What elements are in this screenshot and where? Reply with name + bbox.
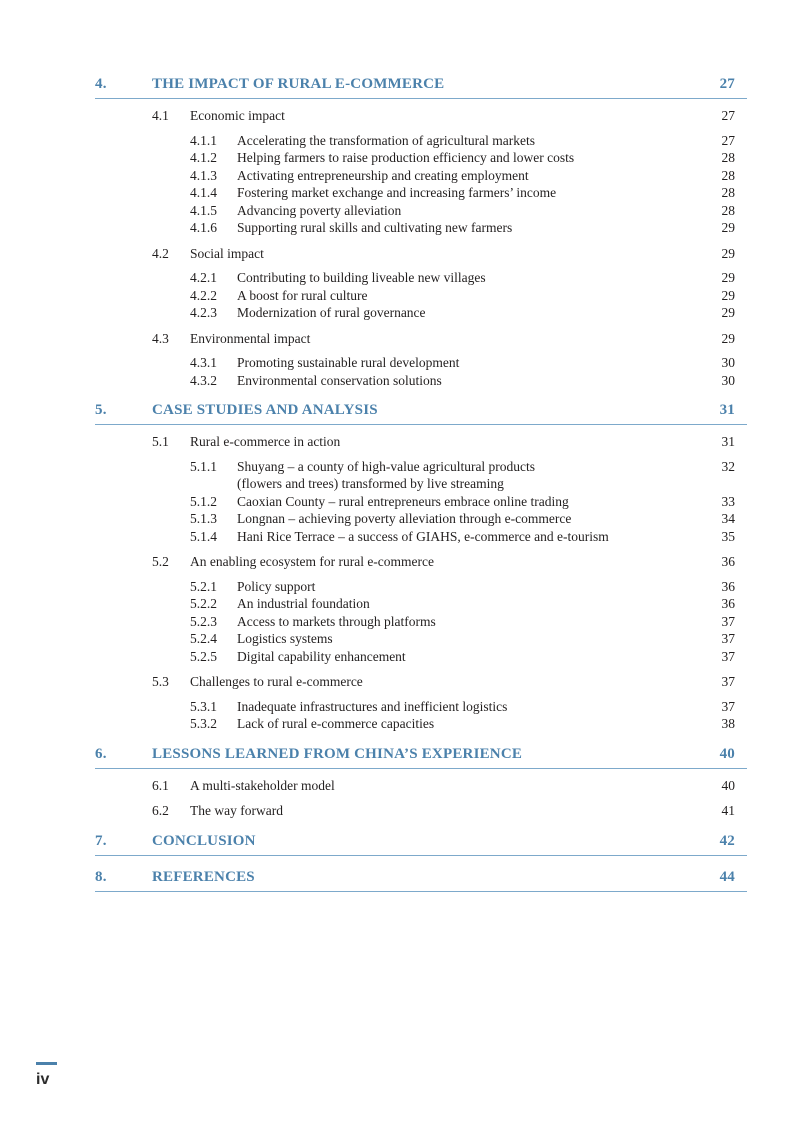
subsection-title-line: Lack of rural e-commerce capacities [237, 716, 435, 731]
subsection-title [237, 528, 722, 546]
subsection-number: 4.1.5 [190, 202, 217, 218]
toc-section-entry[interactable] [95, 673, 735, 691]
toc-section [95, 330, 735, 390]
section-page-number: 41 [721, 803, 735, 818]
toc-section-entry[interactable] [95, 802, 735, 820]
toc-subsection-entry[interactable] [95, 648, 735, 666]
subsection-title-line: Contributing to building liveable new villages [237, 270, 486, 285]
page-footer [36, 1062, 57, 1089]
subsection-title-line: Activating entrepreneurship and creating employment [237, 167, 529, 183]
subsection-title [237, 510, 722, 528]
subsection-number: 5.3.2 [190, 716, 217, 731]
subsection-page-number: 28 [721, 150, 735, 165]
subsection-number: 5.2.3 [190, 613, 217, 629]
subsection-page-number: 33 [721, 493, 735, 509]
subsection-page-number: 36 [721, 578, 735, 594]
subsection-number: 4.1.6 [190, 220, 217, 235]
subsection-page-number: 29 [721, 287, 735, 303]
toc-subsection-entry[interactable] [95, 528, 735, 546]
chapter-number: 4. [95, 76, 107, 92]
subsection-page-number: 32 [721, 458, 735, 474]
subsection-page-number: 37 [721, 613, 735, 629]
subsection-number: 4.3.1 [190, 355, 217, 370]
toc-subsection-entry[interactable] [95, 167, 735, 185]
subsection-title-line: Digital capability enhancement [237, 648, 406, 664]
subsection-number: 5.1.3 [190, 511, 217, 526]
page-number-label: iv [36, 1071, 50, 1088]
section-title: Economic impact [190, 108, 285, 123]
toc-section [95, 553, 735, 665]
subsection-title-line: Logistics systems [237, 631, 333, 646]
section-number: 6.2 [152, 803, 169, 818]
chapter-number: 7. [95, 832, 107, 849]
subsection-title [237, 287, 722, 305]
subsection-title [237, 578, 722, 596]
section-title: An enabling ecosystem for rural e-commerce [190, 554, 435, 569]
subsection-number: 4.3.2 [190, 372, 217, 388]
subsection-title-line: Environmental conservation solutions [237, 372, 442, 388]
subsection-title-line: Inadequate infrastructures and inefficient logistics [237, 698, 508, 714]
chapter-title: CONCLUSION [152, 832, 256, 849]
subsection-page-number: 28 [721, 202, 735, 218]
chapter-page-number: 27 [719, 76, 735, 92]
chapter-number: 8. [95, 868, 107, 885]
toc-section-entry[interactable] [95, 777, 735, 795]
toc-subsection-entry[interactable] [95, 304, 735, 322]
chapter-title: THE IMPACT OF RURAL E-COMMERCE [152, 76, 445, 92]
toc-chapter-entry[interactable] [95, 402, 747, 425]
subsection-page-number: 29 [721, 305, 735, 320]
toc-subsection-entry[interactable] [95, 458, 735, 493]
toc-section [95, 802, 735, 820]
subsection-page-number: 30 [721, 372, 735, 388]
subsection-title [237, 493, 722, 511]
section-number: 4.3 [152, 330, 169, 346]
toc-subsection-group [95, 132, 735, 237]
subsection-page-number: 28 [721, 185, 735, 200]
toc-subsection-entry[interactable] [95, 287, 735, 305]
subsection-title [237, 132, 722, 150]
toc-section-entry[interactable] [95, 245, 735, 263]
subsection-title-line: Modernization of rural governance [237, 305, 426, 320]
subsection-title-line: Advancing poverty alleviation [237, 202, 402, 218]
subsection-number: 4.2.1 [190, 270, 217, 285]
subsection-number: 5.2.4 [190, 631, 217, 646]
toc-chapter-entry[interactable] [95, 833, 747, 856]
subsection-title [237, 167, 722, 185]
subsection-title-line: Longnan – achieving poverty alleviation through e-commerce [237, 511, 572, 526]
toc-chapter-entry[interactable] [95, 869, 747, 892]
subsection-page-number: 34 [721, 511, 735, 526]
section-page-number: 29 [721, 245, 735, 261]
subsection-number: 5.1.1 [190, 458, 217, 474]
subsection-page-number: 30 [721, 355, 735, 370]
subsection-title-line: A boost for rural culture [237, 287, 368, 303]
subsection-page-number: 36 [721, 596, 735, 611]
toc-section-entry[interactable] [95, 553, 735, 571]
section-number: 5.2 [152, 554, 169, 569]
subsection-title-line: Caoxian County – rural entrepreneurs embrace online trading [237, 493, 569, 509]
subsection-title [237, 613, 722, 631]
toc-subsection-entry[interactable] [95, 132, 735, 150]
subsection-number: 5.3.1 [190, 698, 217, 714]
chapter-page-number: 42 [719, 832, 735, 849]
subsection-title [237, 648, 722, 666]
subsection-number: 4.2.3 [190, 305, 217, 320]
subsection-page-number: 29 [721, 270, 735, 285]
section-number: 4.2 [152, 245, 169, 261]
toc-subsection-entry[interactable] [95, 630, 735, 648]
toc-subsection-entry[interactable] [95, 269, 735, 287]
subsection-number: 4.1.2 [190, 150, 217, 165]
section-title: A multi-stakeholder model [190, 777, 335, 793]
subsection-page-number: 27 [721, 132, 735, 148]
toc-subsection-group [95, 698, 735, 733]
footer-accent-bar [36, 1062, 57, 1065]
section-title: Environmental impact [190, 330, 311, 346]
subsection-number: 5.2.1 [190, 578, 217, 594]
subsection-title [237, 372, 722, 390]
toc-subsection-entry[interactable] [95, 595, 735, 613]
toc-subsection-entry[interactable] [95, 578, 735, 596]
toc-section-entry[interactable] [95, 330, 735, 348]
toc-chapter [95, 746, 735, 820]
subsection-page-number: 37 [721, 631, 735, 646]
subsection-number: 5.1.4 [190, 528, 217, 544]
toc-section [95, 245, 735, 322]
subsection-title [237, 595, 722, 613]
section-page-number: 31 [721, 434, 735, 449]
toc-subsection-entry[interactable] [95, 184, 735, 202]
toc-section [95, 673, 735, 733]
chapter-number: 5. [95, 402, 107, 418]
toc-subsection-entry[interactable] [95, 354, 735, 372]
subsection-title [237, 458, 722, 493]
subsection-title-line: Helping farmers to raise production efficiency and lower costs [237, 150, 575, 165]
toc-section [95, 107, 735, 237]
subsection-title [237, 184, 722, 202]
section-page-number: 36 [721, 554, 735, 569]
chapter-page-number: 40 [719, 745, 735, 762]
subsection-number: 4.1.3 [190, 167, 217, 183]
subsection-title-line: Policy support [237, 578, 316, 594]
toc-subsection-group [95, 269, 735, 322]
toc-subsection-entry[interactable] [95, 372, 735, 390]
section-page-number: 27 [721, 108, 735, 123]
subsection-page-number: 28 [721, 167, 735, 183]
subsection-title-line: Shuyang – a county of high-value agricultural products [237, 458, 536, 474]
subsection-page-number: 29 [721, 220, 735, 235]
subsection-title [237, 354, 722, 372]
section-title: The way forward [190, 803, 283, 818]
subsection-number: 4.1.1 [190, 132, 217, 148]
subsection-title [237, 715, 722, 733]
toc-subsection-group [95, 578, 735, 666]
subsection-title [237, 269, 722, 287]
toc-chapter-entry[interactable] [95, 76, 747, 99]
subsection-title-line: (flowers and trees) transformed by live streaming [237, 476, 504, 491]
subsection-title-line: Fostering market exchange and increasing farmers’ income [237, 185, 557, 200]
toc-subsection-entry[interactable] [95, 613, 735, 631]
toc-list [95, 76, 735, 892]
subsection-title [237, 202, 722, 220]
toc-section [95, 433, 735, 545]
section-number: 4.1 [152, 108, 169, 123]
toc-section-entry[interactable] [95, 107, 735, 125]
subsection-title-line: Hani Rice Terrace – a success of GIAHS, e-commerce and e-tourism [237, 528, 609, 544]
subsection-number: 5.2.5 [190, 648, 217, 664]
section-title: Social impact [190, 245, 264, 261]
chapter-page-number: 31 [719, 402, 735, 418]
toc-chapter [95, 76, 735, 389]
chapter-title: REFERENCES [152, 868, 255, 885]
subsection-title-line: Promoting sustainable rural development [237, 355, 460, 370]
toc-section [95, 777, 735, 795]
section-page-number: 29 [721, 330, 735, 346]
toc-subsection-entry[interactable] [95, 202, 735, 220]
chapter-page-number: 44 [719, 868, 735, 885]
subsection-number: 4.2.2 [190, 287, 217, 303]
toc-subsection-group [95, 458, 735, 546]
subsection-title [237, 630, 722, 648]
toc-subsection-entry[interactable] [95, 219, 735, 237]
subsection-title-line: Supporting rural skills and cultivating new farmers [237, 220, 513, 235]
toc-subsection-entry[interactable] [95, 493, 735, 511]
subsection-title [237, 219, 722, 237]
subsection-title-line: Access to markets through platforms [237, 613, 436, 629]
subsection-title [237, 698, 722, 716]
toc-chapter-entry[interactable] [95, 746, 747, 769]
subsection-title [237, 304, 722, 322]
chapter-title: LESSONS LEARNED FROM CHINA’S EXPERIENCE [152, 745, 523, 762]
section-number: 6.1 [152, 777, 169, 793]
section-title: Challenges to rural e-commerce [190, 674, 363, 689]
section-page-number: 40 [721, 777, 735, 793]
toc-subsection-entry[interactable] [95, 715, 735, 733]
subsection-title-line: An industrial foundation [237, 596, 370, 611]
subsection-page-number: 35 [721, 528, 735, 544]
toc-chapter [95, 869, 735, 892]
subsection-title-line: Accelerating the transformation of agricultural markets [237, 132, 536, 148]
chapter-title: CASE STUDIES AND ANALYSIS [152, 402, 378, 418]
subsection-number: 5.1.2 [190, 493, 217, 509]
section-page-number: 37 [721, 674, 735, 689]
subsection-number: 4.1.4 [190, 185, 217, 200]
section-number: 5.3 [152, 674, 169, 689]
subsection-page-number: 37 [721, 648, 735, 664]
section-number: 5.1 [152, 434, 169, 449]
toc-subsection-entry[interactable] [95, 698, 735, 716]
toc-chapter [95, 833, 735, 856]
toc-section-entry[interactable] [95, 433, 735, 451]
toc-subsection-group [95, 354, 735, 389]
subsection-page-number: 38 [721, 716, 735, 731]
toc-subsection-entry[interactable] [95, 149, 735, 167]
subsection-title [237, 149, 722, 167]
section-title: Rural e-commerce in action [190, 434, 341, 449]
subsection-number: 5.2.2 [190, 596, 217, 611]
toc-chapter [95, 402, 735, 733]
chapter-number: 6. [95, 745, 107, 762]
subsection-page-number: 37 [721, 698, 735, 714]
toc-subsection-entry[interactable] [95, 510, 735, 528]
